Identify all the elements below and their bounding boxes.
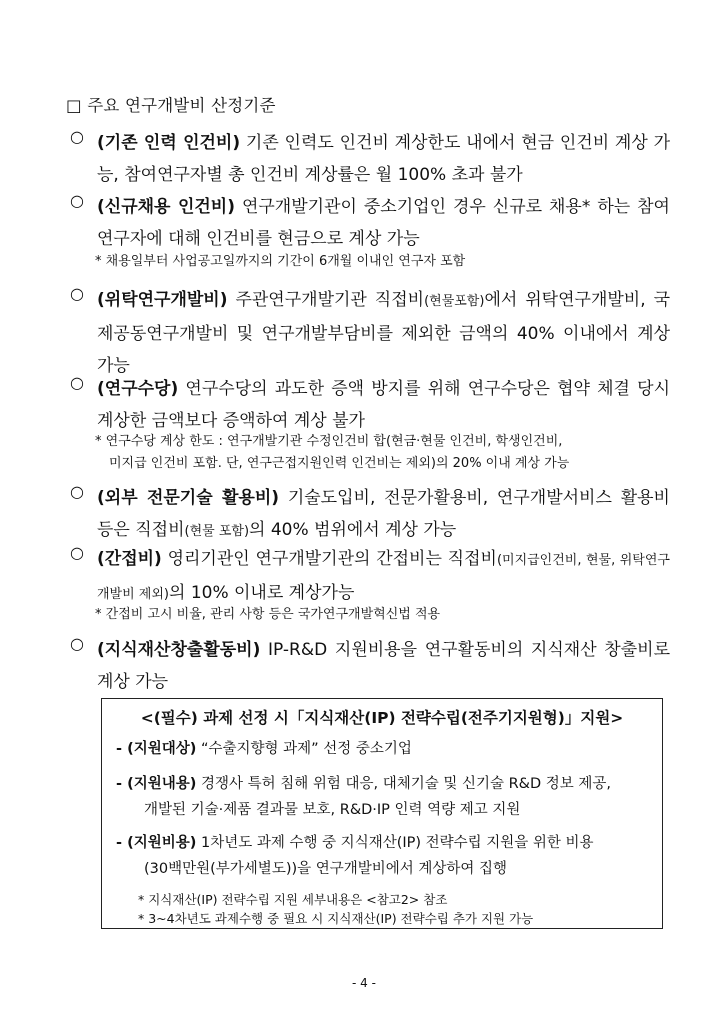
- box-title: <(필수) 과제 선정 시「지식재산(IP) 전략수립(전주기지원형)」지원>: [140, 709, 624, 727]
- item-label: (위탁연구개발비): [97, 290, 228, 310]
- bullet-icon: ○: [70, 634, 84, 653]
- item-label: (지식재산창출활동비): [97, 640, 261, 660]
- footnote-new-hire: * 채용일부터 사업공고일까지의 기간이 6개월 이내인 연구자 포함: [95, 254, 466, 269]
- item-label: (연구수당): [97, 379, 179, 399]
- box-support-cost: - (지원비용) 1차년도 과제 수행 중 지식재산(IP) 전략수립 지원을 위한 비용 (30백만원(부가세별도))을 연구개발비에서 계상하여 집행: [116, 835, 594, 877]
- item-label: (외부 전문기술 활용비): [97, 488, 280, 508]
- item-label: (간접비): [97, 549, 162, 569]
- bullet-icon: ○: [70, 127, 84, 146]
- footnote-research-allowance: * 연구수당 계상 한도 : 연구개발기관 수정인건비 합(현금·현물 인건비, 학생인건비, 미지급 인건비 포함. 단, 연구근접지원인력 인건비는 제외)의 20% 이내 계상 가능: [95, 434, 570, 471]
- item-text: 기존 인력도 인건비 계상한도 내에서 현금 인건비 계상 가능, 참여연구자별 총 인건비 계상률은 월 100% 초과 불가: [97, 133, 670, 185]
- item-label: (기존 인력 인건비): [97, 133, 241, 153]
- bullet-icon: ○: [70, 191, 84, 210]
- box-note-additional-support: * 3~4차년도 과제수행 중 필요 시 지식재산(IP) 전략수립 추가 지원 가능: [138, 911, 534, 926]
- bullet-icon: ○: [70, 482, 84, 501]
- item-text: IP-R&D 지원비용을 연구활동비의 지식재산 창출비로 계상 가능: [97, 640, 670, 692]
- section-heading: □ 주요 연구개발비 산정기준: [66, 96, 276, 115]
- bullet-icon: ○: [70, 543, 84, 562]
- item-text: 연구개발기관이 중소기업인 경우 신규로 채용* 하는 참여연구자에 대해 인건비를 현금으로 계상 가능: [97, 197, 670, 249]
- box-support-target: - (지원대상) “수출지향형 과제” 선정 중소기업: [116, 741, 412, 757]
- item-label: (신규채용 인건비): [97, 197, 235, 217]
- page-number: - 4 -: [352, 976, 376, 990]
- box-note-reference: * 지식재산(IP) 전략수립 지원 세부내용은 <참고2> 참조: [138, 892, 448, 907]
- bullet-icon: ○: [70, 373, 84, 392]
- item-text: 연구수당의 과도한 증액 방지를 위해 연구수당은 협약 체결 당시 계상한 금액보다 증액하여 계상 불가: [97, 379, 670, 431]
- ip-strategy-support-box: [101, 698, 663, 929]
- box-support-content: - (지원내용) 경쟁사 특허 침해 위험 대응, 대체기술 및 신기술 R&D 정보 제공, 개발된 기술·제품 결과물 보호, R&D·IP 인력 역량 제고 지원: [116, 776, 611, 818]
- bullet-icon: ○: [70, 284, 84, 303]
- footnote-indirect-cost: * 간접비 고시 비율, 관리 사항 등은 국가연구개발혁신법 적용: [95, 607, 441, 622]
- document-page: □ 주요 연구개발비 산정기준 ○ (기존 인력 인건비) 기존 인력도 인건비 계상한도 내에서 현금 인건비 계상 가능, 참여연구자별 총 인건비 계상률은 월 100% 초과 불가 ○ (신규채용 인건비) 연구개발기관이 중소기업인 경우 신규로 채용* 하는 참여연구자에 대해 인건비를 현금으로 계상 가능 * 채용일부터 사업공고일까지의 기간이 6개월 이내인 연구자 포함 ○ (위탁연구개발비) 주관연구개발기관 직접비(현물포함)에서 위탁연구개발비, 국제공동연구개발비 및 연구개발부담비를 제외한 금액의 40% 이내에서 계상 가능 ○ (연구수당) 연구수당의 과도한 증액 방지를 위해 연구수당은 협약 체결 당시 계상한 금액보다 증액하여 계상 불가 * 연구수당 계상 한도 : 연구개발기관 수정인건비 합(현금·현물 인건비, 학생인건비, 미지급 인건비 포함. 단, 연구근접지원인력 인건비는 제외)의 20% 이내 계상 가능 ○ (외부 전문기술 활용비) 기술도입비, 전문가활용비, 연구개발서비스 활용비 등은 직접비(현물 포함)의 40% 범위에서 계상 가능 ○ (간접비) 영리기관인 연구개발기관의 간접비는 직접비(미지급인건비, 현물, 위탁연구개발비 제외)의 10% 이내로 계상가능 * 간접비 고시 비율, 관리 사항 등은 국가연구개발혁신법 적용 ○ (지식재산창출활동비) IP-R&D 지원비용을 연구활동비의 지식재산 창출비로 계상 가능 <(필수) 과제 선정 시「지식재산(IP) 전략수립(전주기지원형)」지원> - (지원대상) “수출지향형 과제” 선정 중소기업 - (지원내용) 경쟁사 특허 침해 위험 대응, 대체기술 및 신기술 R&D 정보 제공, 개발된 기술·제품 결과물 보호, R&D·IP 인력 역량 제고 지원 - (지원비용) 1차년도 과제 수행 중 지식재산(IP) 전략수립 지원을 위한 비용 (30백만원(부가세별도))을 연구개발비에서 계상하여 집행 * 지식재산(IP) 전략수립 지원 세부내용은 <참고2> 참조 * 3~4차년도 과제수행 중 필요 시 지식재산(IP) 전략수립 추가 지원 가능 - 4 -: [0, 0, 728, 1017]
